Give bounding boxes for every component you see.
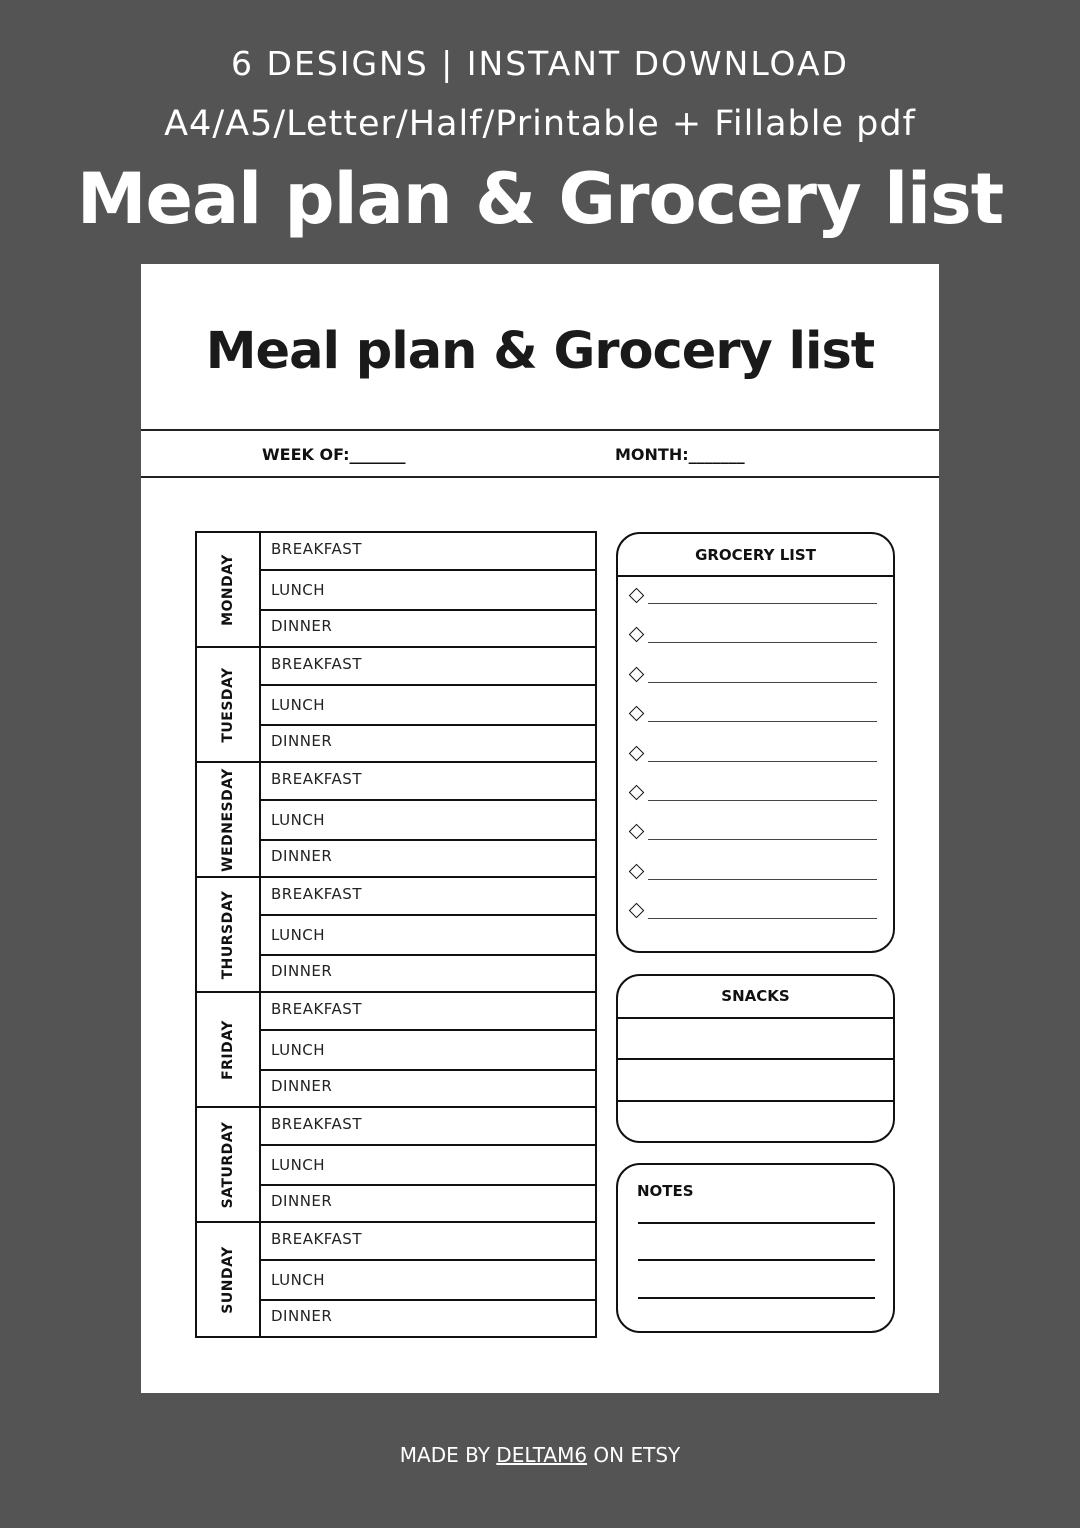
meal-label: BREAKFAST xyxy=(271,1115,362,1133)
grocery-write-line xyxy=(648,839,877,840)
meal-label: DINNER xyxy=(271,847,333,865)
grocery-list-divider xyxy=(618,575,893,577)
grocery-item[interactable] xyxy=(628,626,877,646)
meal-label: BREAKFAST xyxy=(271,770,362,788)
meal-row-breakfast[interactable] xyxy=(261,763,595,801)
grocery-list-box xyxy=(616,532,895,953)
meal-label: LUNCH xyxy=(271,1271,326,1289)
header-divider-bottom xyxy=(141,476,939,478)
day-name: MONDAY xyxy=(220,553,236,626)
meal-label: BREAKFAST xyxy=(271,540,362,558)
meal-row-dinner[interactable] xyxy=(261,956,595,991)
day-name: SUNDAY xyxy=(220,1245,236,1314)
meal-label: LUNCH xyxy=(271,581,326,599)
meal-label: LUNCH xyxy=(271,696,326,714)
snacks-row-line[interactable] xyxy=(618,1100,893,1102)
day-name: SATURDAY xyxy=(220,1121,236,1208)
grocery-write-line xyxy=(648,761,877,762)
grocery-item[interactable] xyxy=(628,902,877,922)
checkbox-diamond-icon[interactable] xyxy=(629,785,645,801)
month-field[interactable]: MONTH:_______ xyxy=(615,445,745,464)
checkbox-diamond-icon[interactable] xyxy=(629,824,645,840)
day-name: THURSDAY xyxy=(220,890,236,979)
meal-row-lunch[interactable] xyxy=(261,1261,595,1301)
grocery-item[interactable] xyxy=(628,666,877,686)
meal-row-dinner[interactable] xyxy=(261,611,595,646)
grocery-item[interactable] xyxy=(628,705,877,725)
meal-label: LUNCH xyxy=(271,1156,326,1174)
day-name: TUESDAY xyxy=(220,666,236,743)
checkbox-diamond-icon[interactable] xyxy=(629,706,645,722)
day-label-cell xyxy=(197,763,261,876)
grocery-item[interactable] xyxy=(628,745,877,765)
grocery-write-line xyxy=(648,721,877,722)
meal-row-lunch[interactable] xyxy=(261,686,595,726)
meal-row-lunch[interactable] xyxy=(261,1031,595,1071)
notes-line[interactable] xyxy=(638,1259,875,1261)
checkbox-diamond-icon[interactable] xyxy=(629,903,645,919)
day-block-tuesday xyxy=(195,646,597,761)
checkbox-diamond-icon[interactable] xyxy=(629,627,645,643)
footer-credit xyxy=(0,1443,1080,1467)
checkbox-diamond-icon[interactable] xyxy=(629,588,645,604)
sheet-title: Meal plan & Grocery list xyxy=(205,322,875,381)
grocery-item[interactable] xyxy=(628,863,877,883)
day-label-cell xyxy=(197,993,261,1106)
banner-title: Meal plan & Grocery list xyxy=(76,158,1004,240)
notes-box xyxy=(616,1163,895,1333)
banner-line-2: A4/A5/Letter/Half/Printable + Fillable pdf xyxy=(164,104,916,144)
meal-label: BREAKFAST xyxy=(271,885,362,903)
day-block-friday xyxy=(195,991,597,1106)
meal-label: DINNER xyxy=(271,732,333,750)
day-block-wednesday xyxy=(195,761,597,876)
day-label-cell xyxy=(197,533,261,646)
meal-row-breakfast[interactable] xyxy=(261,1108,595,1146)
header-divider-top xyxy=(141,429,939,431)
grocery-item[interactable] xyxy=(628,587,877,607)
day-label-cell xyxy=(197,878,261,991)
meal-label: LUNCH xyxy=(271,811,326,829)
meal-label: DINNER xyxy=(271,1192,333,1210)
meal-row-lunch[interactable] xyxy=(261,801,595,841)
meal-row-breakfast[interactable] xyxy=(261,993,595,1031)
day-block-saturday xyxy=(195,1106,597,1221)
grocery-item[interactable] xyxy=(628,823,877,843)
grocery-write-line xyxy=(648,879,877,880)
banner-line-1: 6 DESIGNS | INSTANT DOWNLOAD xyxy=(231,44,849,83)
meal-label: DINNER xyxy=(271,1077,333,1095)
meal-label: DINNER xyxy=(271,962,333,980)
meal-row-dinner[interactable] xyxy=(261,841,595,876)
meal-label: BREAKFAST xyxy=(271,1230,362,1248)
meal-row-dinner[interactable] xyxy=(261,726,595,761)
grocery-write-line xyxy=(648,682,877,683)
grocery-write-line xyxy=(648,642,877,643)
notes-title: NOTES xyxy=(637,1182,694,1200)
grocery-item[interactable] xyxy=(628,784,877,804)
meal-row-lunch[interactable] xyxy=(261,1146,595,1186)
snacks-box xyxy=(616,974,895,1143)
grocery-write-line xyxy=(648,603,877,604)
meal-label: LUNCH xyxy=(271,926,326,944)
planner-sheet xyxy=(141,264,939,1393)
day-block-sunday xyxy=(195,1221,597,1338)
week-of-field[interactable]: WEEK OF:_______ xyxy=(262,445,406,464)
day-block-monday xyxy=(195,531,597,646)
checkbox-diamond-icon[interactable] xyxy=(629,864,645,880)
day-name: WEDNESDAY xyxy=(220,767,236,872)
meal-row-breakfast[interactable] xyxy=(261,533,595,571)
checkbox-diamond-icon[interactable] xyxy=(629,667,645,683)
meal-label: BREAKFAST xyxy=(271,1000,362,1018)
day-label-cell xyxy=(197,648,261,761)
notes-line[interactable] xyxy=(638,1222,875,1224)
meal-row-dinner[interactable] xyxy=(261,1071,595,1106)
meal-row-dinner[interactable] xyxy=(261,1186,595,1221)
meal-row-dinner[interactable] xyxy=(261,1301,595,1336)
day-name: FRIDAY xyxy=(220,1019,236,1080)
grocery-write-line xyxy=(648,800,877,801)
grocery-write-line xyxy=(648,918,877,919)
notes-line[interactable] xyxy=(638,1297,875,1299)
meal-row-breakfast[interactable] xyxy=(261,878,595,916)
meal-label: DINNER xyxy=(271,617,333,635)
meal-row-lunch[interactable] xyxy=(261,916,595,956)
meal-label: DINNER xyxy=(271,1307,333,1325)
meal-row-lunch[interactable] xyxy=(261,571,595,611)
snacks-title: SNACKS xyxy=(721,987,790,1005)
snacks-divider xyxy=(618,1017,893,1019)
grocery-list-title: GROCERY LIST xyxy=(695,546,816,564)
day-label-cell xyxy=(197,1108,261,1221)
day-block-thursday xyxy=(195,876,597,991)
day-label-cell xyxy=(197,1223,261,1336)
checkbox-diamond-icon[interactable] xyxy=(629,745,645,761)
footer-prefix: MADE BY xyxy=(399,1443,497,1467)
meal-label: BREAKFAST xyxy=(271,655,362,673)
meal-row-breakfast[interactable] xyxy=(261,1223,595,1261)
meal-label: LUNCH xyxy=(271,1041,326,1059)
shop-link[interactable]: DELTAM6 xyxy=(496,1443,588,1467)
snacks-row-line[interactable] xyxy=(618,1058,893,1060)
meal-row-breakfast[interactable] xyxy=(261,648,595,686)
footer-suffix: ON ETSY xyxy=(587,1443,681,1467)
